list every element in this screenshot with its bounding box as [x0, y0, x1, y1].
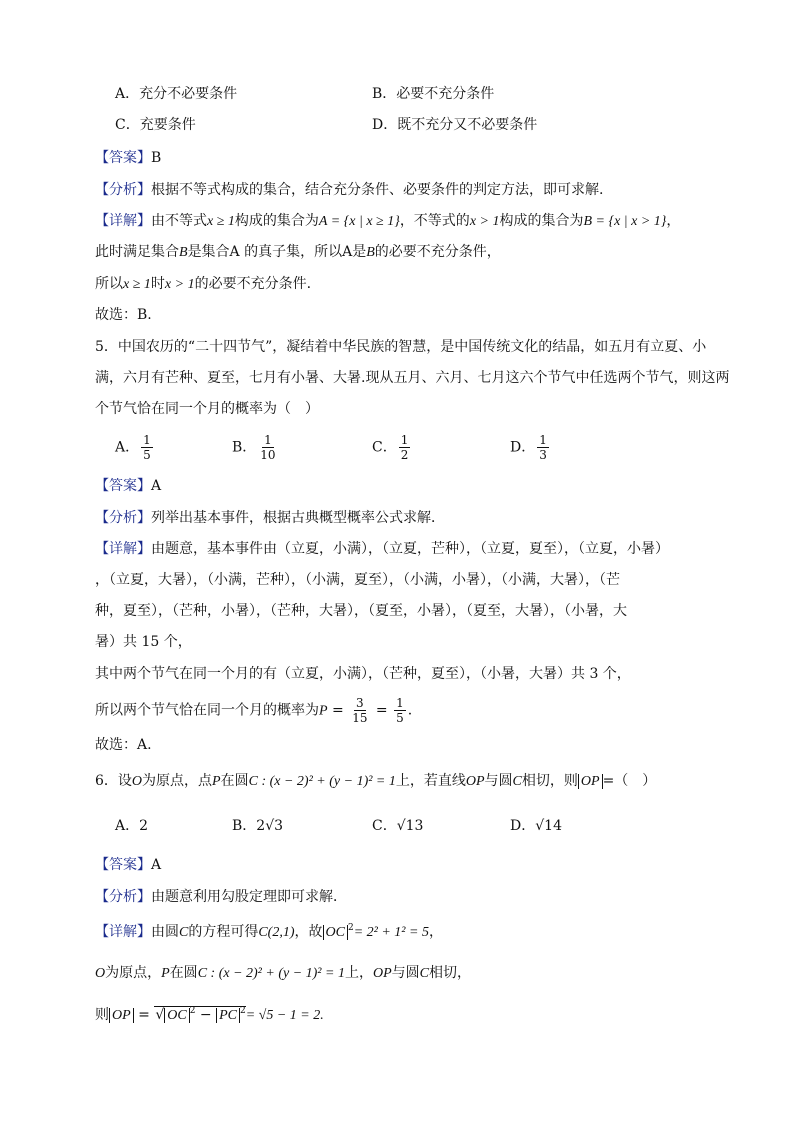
numerator: 1 — [539, 433, 547, 447]
math-set-a: A = {x | x ≥ 1} — [318, 214, 400, 229]
q5-answer: A — [151, 478, 162, 494]
math-abs-oc: OC — [164, 1008, 189, 1023]
q5-option-d — [510, 433, 551, 462]
math-op: OP — [372, 966, 392, 981]
fraction — [258, 433, 277, 462]
q4-analysis-line — [95, 180, 603, 200]
q6-stem — [95, 771, 656, 792]
option-label: B． — [232, 439, 257, 456]
numerator: 1 — [396, 696, 404, 710]
answer-tag: 【答案】 — [95, 478, 151, 494]
q4-detail-text: 构成的集合为 — [499, 213, 584, 229]
math-c: C — [419, 966, 429, 981]
fraction — [537, 433, 549, 462]
q6-option-d — [510, 816, 562, 836]
q6-detail-text: 则 — [95, 1007, 109, 1023]
numerator: 1 — [264, 433, 272, 447]
math-p: P — [319, 703, 328, 719]
q5-detail-line-5: 其中两个节气在同一个月的有（立夏，小满），（芒种，夏至），（小暑，大暑）共 3 个， — [95, 666, 631, 682]
q4-detail-text: 是集合A 的真子集，所以A是 — [187, 244, 367, 260]
q5-detail-line-6: 所以两个节气恰在同一个月的概率为P = $\frac{3}{15}$ = $\frac{1}{5}$ . — [95, 696, 413, 725]
q6-detail-text: ， — [428, 924, 443, 940]
math-o: O — [95, 966, 106, 981]
q4-answer-line — [95, 148, 161, 168]
q5-analysis-line — [95, 508, 445, 528]
option-value: 2√3 — [256, 818, 284, 834]
fraction — [141, 433, 153, 462]
math-abs-oc-display: OC — [323, 925, 348, 940]
math-o: O — [131, 774, 143, 789]
denominator: 15 — [352, 711, 368, 725]
fraction — [399, 433, 411, 462]
option-label: D． — [510, 818, 536, 834]
q5-answer-line — [95, 476, 161, 496]
math-x-ge-1: x ≥ 1 — [207, 214, 235, 229]
q6-option-b — [232, 816, 283, 836]
q5-detail-line-2: ，（立夏，大暑），（小满，芒种），（小满，夏至），（小满，小暑），（小满，大暑），（芒 — [95, 572, 620, 588]
math-x-ge-1: x ≥ 1 — [123, 277, 151, 292]
option-label: A． — [115, 439, 140, 456]
q4-detail-text: 的必要不充分条件， — [374, 244, 501, 260]
math-c: C — [512, 774, 522, 789]
q6-stem-text: 为原点，点 — [142, 773, 213, 789]
q4-option-a: A．充分不必要条件 — [115, 86, 238, 102]
q6-detail-text: 与圆 — [391, 965, 420, 981]
q6-stem-text: 在圆 — [220, 773, 249, 789]
option-value: √13 — [396, 818, 424, 834]
math-p: P — [161, 966, 170, 981]
q6-option-c — [372, 816, 423, 836]
answer-tag: 【答案】 — [95, 857, 151, 873]
q6-analysis: 由题意利用勾股定理即可求解． — [151, 889, 347, 905]
math-result: = √5 − 1 = 2. — [245, 1008, 324, 1023]
q5-stem-line-1: 5．中国农历的“二十四节气”，凝结着中华民族的智慧，是中国传统文化的结晶，如五月有立夏、小 — [95, 339, 707, 355]
option-label: A． — [115, 818, 140, 834]
q6-detail-text: 在圆 — [169, 965, 198, 981]
q5-analysis: 列举出基本事件，根据古典概型概率公式求解． — [151, 510, 445, 526]
fraction — [350, 696, 369, 725]
q4-option-d: D．既不充分又不必要条件 — [372, 117, 538, 133]
q4-detail-text: ， — [666, 213, 681, 229]
q4-choose: 故选：B. — [95, 307, 152, 323]
math-abs-op: OP — [578, 774, 603, 789]
q5-option-a — [115, 433, 155, 462]
q4-detail-text: 此时满足集合 — [95, 244, 179, 260]
math-x-gt-1: x > 1 — [164, 277, 195, 292]
math-op: OP — [465, 774, 485, 789]
q5-detail-line-3: 种，夏至），（芒种，小暑），（芒种，大暑），（夏至，小暑），（夏至，大暑），（小暑，大 — [95, 603, 627, 619]
q5-detail-line-4: 暑）共 15 个， — [95, 634, 192, 650]
q4-detail-text: 所以 — [95, 276, 123, 292]
math-b: B — [366, 245, 375, 260]
denominator: 10 — [260, 448, 276, 462]
sqrt-expression: √ OC $^2$ − PC $^2$ — [155, 1006, 246, 1023]
option-label: B． — [232, 818, 257, 834]
q4-detail-text: 的必要不充分条件. — [194, 276, 312, 292]
q5-stem-line-3: 个节气恰在同一个月的概率为（ ） — [95, 401, 319, 417]
option-label: D． — [510, 439, 536, 456]
numerator: 1 — [143, 433, 151, 447]
option-label: C． — [372, 439, 397, 456]
detail-tag: 【详解】 — [95, 213, 151, 229]
q5-detail-text: 由题意，基本事件由（立夏，小满），（立夏，芒种），（立夏，夏至），（立夏，小暑） — [151, 541, 669, 557]
math-x-gt-1: x > 1 — [469, 214, 500, 229]
q6-answer-line — [95, 855, 161, 875]
q6-answer: A — [151, 857, 162, 873]
q6-detail-text: 相切， — [428, 965, 471, 981]
q6-stem-text: 上，若直线 — [395, 773, 466, 789]
analysis-tag: 【分析】 — [95, 889, 151, 905]
math-circle-equation: C : (x − 2)² + (y − 1)² = 1 — [197, 966, 345, 981]
q4-detail-line-2 — [95, 242, 501, 263]
numerator: 1 — [400, 433, 409, 447]
q6-detail-line-3: 则 OP = √ OC $^2$ − PC $^2$= √5 − 1 = 2. — [95, 1006, 324, 1023]
q6-option-a — [115, 816, 148, 836]
q5-option-b — [232, 433, 280, 462]
analysis-tag: 【分析】 — [95, 182, 151, 198]
q6-detail-text: 为原点， — [105, 965, 162, 981]
q4-analysis: 根据不等式构成的集合，结合充分条件、必要条件的判定方法，即可求解. — [151, 182, 604, 198]
q5-choose: 故选：A. — [95, 737, 152, 753]
math-abs-pc: PC — [216, 1008, 240, 1023]
q6-detail-text: 由圆 — [151, 924, 179, 940]
q5-detail-text: 所以两个节气恰在同一个月的概率为 — [95, 702, 319, 719]
math-circle-equation: C : (x − 2)² + (y − 1)² = 1 — [248, 774, 396, 789]
option-value: √14 — [535, 818, 562, 834]
option-label: C． — [372, 818, 397, 834]
denominator: 3 — [539, 448, 547, 462]
q6-detail-text: 的方程可得 — [188, 924, 259, 940]
q4-detail-line-1 — [95, 211, 680, 232]
q5-stem-line-2: 满，六月有芒种、夏至，七月有小暑、大暑.现从五月、六月、七月这六个节气中任选两个节气，则这两 — [95, 370, 730, 386]
numerator: 3 — [356, 696, 364, 710]
math-oc-squared: = 2² + 1² = 5 — [353, 925, 429, 940]
q4-answer: B — [151, 150, 162, 166]
q6-detail-text: ，故 — [294, 924, 323, 940]
detail-tag: 【详解】 — [95, 541, 151, 557]
q6-stem-text: 6．设 — [95, 773, 132, 789]
denominator: 5 — [143, 448, 151, 462]
analysis-tag: 【分析】 — [95, 510, 151, 526]
q6-stem-text: 相切，则 — [521, 773, 578, 789]
math-c: C — [179, 925, 189, 940]
denominator: 5 — [396, 711, 404, 725]
q6-stem-text: 与圆 — [484, 773, 513, 789]
q6-detail-line-2 — [95, 963, 471, 984]
answer-tag: 【答案】 — [95, 150, 151, 166]
q6-stem-text: =（ ） — [602, 773, 657, 789]
math-center-c: C(2,1) — [258, 925, 295, 940]
q4-detail-text: 时 — [150, 276, 165, 292]
detail-tag: 【详解】 — [95, 924, 151, 940]
q4-detail-line-3 — [95, 274, 311, 295]
option-value: 2 — [139, 818, 149, 834]
math-abs-op: OP — [109, 1008, 134, 1023]
q4-detail-text: 由不等式 — [151, 213, 207, 229]
q4-option-b: B．必要不充分条件 — [372, 86, 495, 102]
q5-detail-line-1 — [95, 539, 669, 559]
q4-option-c: C．充要条件 — [115, 117, 196, 133]
q6-detail-line-1: 【详解】由圆C的方程可得C(2,1)，故 OC $^2$= 2² + 1² = 5， — [95, 923, 443, 940]
q6-detail-text: 上， — [344, 965, 373, 981]
q4-detail-text: ，不等式的 — [399, 213, 470, 229]
q6-analysis-line — [95, 887, 347, 907]
q5-option-c — [372, 433, 412, 462]
fraction — [394, 696, 406, 725]
q4-detail-text: 构成的集合为 — [234, 213, 319, 229]
math-b: B — [179, 245, 188, 260]
denominator: 2 — [400, 448, 409, 462]
math-p: P — [212, 774, 221, 789]
math-set-b: B = {x | x > 1} — [583, 214, 667, 229]
